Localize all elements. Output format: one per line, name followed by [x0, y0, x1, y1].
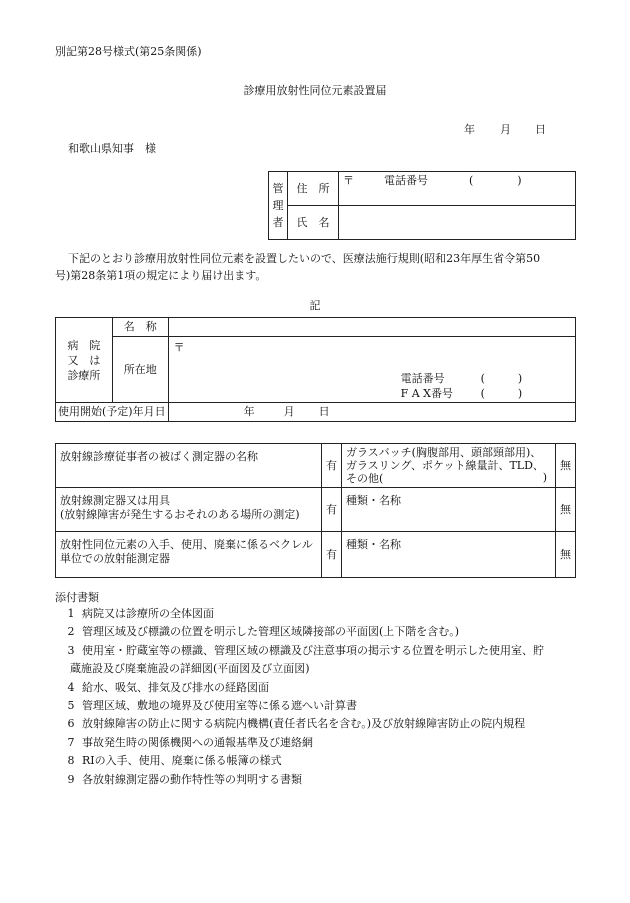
facility-address-label: 所在地 [112, 337, 168, 403]
start-day: 日 [318, 405, 330, 418]
facility-fax-label: F A X番号 [400, 387, 453, 400]
start-date-label: 使用開始(予定)年月日 [56, 403, 169, 422]
date-day: 日 [535, 123, 546, 136]
start-year: 年 [243, 405, 255, 418]
facility-name-label: 名 称 [112, 318, 168, 337]
equipment-yes[interactable]: 有 [322, 444, 342, 488]
attachment-item: 3 使用室・貯蔵室等の標識、管理区域の標識及び注意事項の掲示する位置を明示した使用室、貯 [67, 643, 544, 657]
facility-phone-label: 電話番号 [400, 372, 445, 385]
facility-name-field[interactable] [168, 318, 575, 337]
intro-line-1: 下記のとおり診療用放射性同位元素を設置したいので、医療法施行規則(昭和23年厚生省令第50 [68, 252, 541, 265]
equipment-no[interactable]: 無 [556, 444, 576, 488]
equipment-no[interactable]: 無 [556, 532, 576, 578]
equipment-label: 放射線診療従事者の被ばく測定器の名称 [56, 444, 322, 488]
equipment-yes[interactable]: 有 [322, 488, 342, 532]
date-month: 月 [500, 123, 511, 136]
equipment-no[interactable]: 無 [556, 488, 576, 532]
manager-address-field[interactable] [339, 172, 576, 206]
attachment-item: 1 病院又は診療所の全体図面 [67, 607, 214, 620]
equipment-detail[interactable]: ガラスバッチ(胸腹部用、頭部頸部用)、ガラスリング、ポケット線量計、TLD、その他( ) [342, 444, 556, 488]
attachment-item: 8 RIの入手、使用、廃棄に係る帳簿の様式 [67, 754, 282, 768]
manager-table [268, 171, 576, 240]
document-title: 診療用放射性同位元素設置届 [243, 84, 387, 97]
form-number: 別記第28号様式(第25条関係) [55, 45, 202, 58]
equipment-row [56, 532, 576, 578]
attachment-item: 7 事故発生時の関係機関への通報基準及び連絡網 [67, 735, 313, 749]
attachment-item: 6 放射線障害の防止に関する病院内機構(責任者氏名を含む。)及び放射線障害防止の院内規程 [67, 717, 526, 731]
attachment-item: 9 各放射線測定器の動作特性等の判明する書類 [67, 772, 302, 786]
facility-fax-parens: ( ) [480, 387, 523, 400]
equipment-detail[interactable]: 種類・名称 [342, 488, 556, 532]
attachments-list [60, 605, 580, 789]
facility-phone-parens: ( ) [480, 372, 523, 385]
attachment-item: 5 管理区域、敷地の境界及び使用室等に係る遮へい計算書 [67, 698, 357, 712]
manager-phone-parens: ( ) [469, 174, 522, 187]
facility-postal-mark: 〒 [173, 341, 185, 354]
postal-mark: 〒 [343, 174, 354, 187]
addressee: 和歌山県知事 様 [68, 142, 156, 155]
manager-label: 管 理 者 [269, 172, 288, 240]
facility-group-label: 病 院 又 は 診療所 [56, 318, 113, 403]
equipment-label: 放射線測定器又は用具 (放射線障害が発生するおそれのある場所の測定) [56, 488, 322, 532]
manager-name-label: 氏 名 [288, 206, 339, 240]
attachment-item: 4 給水、吸気、排気及び排水の経路図面 [67, 680, 269, 694]
equipment-row [56, 488, 576, 532]
start-date-field[interactable] [168, 403, 575, 422]
equipment-row [56, 444, 576, 488]
equipment-table [55, 443, 576, 578]
attachment-item: 2 管理区域及び標識の位置を明示した管理区域隣接部の平面図(上下階を含む。) [67, 625, 460, 639]
intro-line-2: 号)第28条第1項の規定により届け出ます。 [55, 269, 267, 282]
equipment-label: 放射性同位元素の入手、使用、廃棄に係るベクレル単位での放射能測定器 [56, 532, 322, 578]
facility-table [55, 317, 576, 422]
equipment-detail[interactable]: 種類・名称 [342, 532, 556, 578]
manager-name-field[interactable] [339, 206, 576, 240]
attachment-item: 蔵施設及び廃棄施設の詳細図(平面図及び立面図) [70, 662, 310, 676]
facility-address-field[interactable] [168, 337, 575, 403]
start-month: 月 [283, 405, 295, 418]
attachments-title: 添付書類 [55, 591, 99, 604]
manager-address-label: 住 所 [288, 172, 339, 206]
manager-phone-label: 電話番号 [384, 174, 428, 187]
date-year: 年 [464, 123, 475, 136]
ki-mark: 記 [309, 299, 321, 312]
equipment-yes[interactable]: 有 [322, 532, 342, 578]
